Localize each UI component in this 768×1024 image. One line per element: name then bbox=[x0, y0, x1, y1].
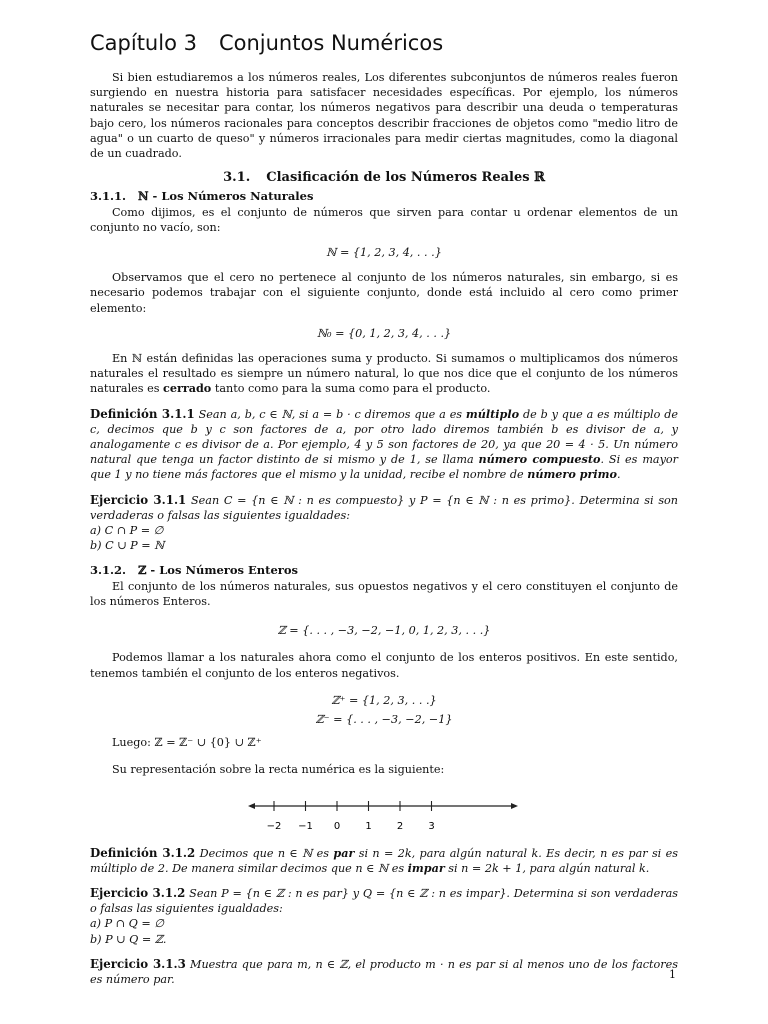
exercise-item-b: b) P ∪ Q = ℤ. bbox=[90, 932, 167, 946]
chapter-label: Capítulo 3 bbox=[90, 31, 197, 55]
equation-enteros-negativos: ℤ⁻ = {. . . , −3, −2, −1} bbox=[315, 712, 453, 726]
chapter-title: Conjuntos Numéricos bbox=[218, 31, 444, 55]
definition-text-2: si n = 2k, para algún natural k. Es decir, n es par si es múltiplo de 2. De manera similar decimos que n ∈ ℕ es bbox=[90, 846, 678, 875]
page-number: 1 bbox=[669, 968, 676, 981]
term-multiplo: múltiplo bbox=[465, 406, 520, 421]
definition-3-1-1 bbox=[90, 407, 678, 483]
number-line-tick-label: −2 bbox=[266, 820, 282, 832]
document-page bbox=[90, 30, 678, 987]
term-numero-compuesto: número compuesto bbox=[478, 452, 601, 467]
subsection-title: ℤ - Los Números Enteros bbox=[138, 563, 298, 578]
section-title: Clasificación de los Números Reales ℝ bbox=[266, 170, 545, 186]
arrow-left-icon bbox=[248, 803, 255, 809]
equation-naturales-cero: ℕ₀ = {0, 1, 2, 3, 4, . . .} bbox=[316, 326, 452, 340]
definition-text-1: Decimos que n ∈ ℕ es bbox=[195, 846, 334, 860]
subsection-number: 3.1.1. bbox=[90, 189, 127, 204]
equation-enteros-positivos: ℤ⁺ = {1, 2, 3, . . .} bbox=[331, 693, 437, 707]
equation-naturales: ℕ = {1, 2, 3, 4, . . .} bbox=[326, 246, 442, 260]
number-line-figure bbox=[90, 790, 678, 840]
definition-label: Definición 3.1.2 bbox=[90, 845, 196, 860]
term-numero-primo: número primo bbox=[527, 467, 617, 482]
term-impar: impar bbox=[407, 860, 445, 875]
intro-paragraph: Si bien estudiaremos a los números reales, Los diferentes subconjuntos de números reales fueron surgiendo en nuestra historia para satisfacer necesidades específicas. Por ejemplo, los números naturales se necesitar para contar, los números negativos para describir una deuda o temperaturas bajo cero, los números racionales para conceptos describir fracciones de objetos como "medio litro de agua" o un cuarto de queso" y números irracionales para medir ciertas magnitudes, como la diagonal de un cuadrado. bbox=[90, 71, 678, 161]
cerrado-term: cerrado bbox=[163, 381, 212, 396]
exercise-item-a: a) P ∩ Q = ∅ bbox=[90, 917, 165, 931]
definition-text-4: . bbox=[616, 468, 621, 482]
exercise-text: Sean P = {n ∈ ℤ : n es par} y Q = {n ∈ ℤ : n es impar}. Determina si son verdaderas o falsas las siguientes igualdades: bbox=[90, 886, 678, 916]
exercise-3-1-2 bbox=[90, 886, 678, 916]
paragraph-cero: Observamos que el cero no pertenece al conjunto de los números naturales, sin embargo, si es necesario podemos trabajar con el siguiente conjunto, donde está incluido al cero como primer elemento: bbox=[90, 271, 678, 315]
arrow-right-icon bbox=[511, 803, 518, 809]
term-par: par bbox=[333, 845, 355, 860]
subsection-heading-enteros bbox=[90, 563, 678, 578]
exercise-item-b: b) C ∪ P = ℕ bbox=[90, 539, 165, 553]
number-line-tick-label: 3 bbox=[428, 820, 435, 832]
paragraph-recta: Su representación sobre la recta numérica es la siguiente: bbox=[112, 763, 445, 777]
paragraph-operaciones bbox=[90, 351, 678, 397]
section-heading bbox=[90, 170, 678, 185]
paragraph-naturales: Como dijimos, es el conjunto de números que sirven para contar u ordenar elementos de un conjunto no vacío, son: bbox=[90, 205, 678, 234]
number-line-tick-label: 1 bbox=[365, 820, 372, 832]
luego-line: Luego: ℤ = ℤ⁻ ∪ {0} ∪ ℤ⁺ bbox=[112, 736, 262, 750]
definition-text-2: de b y que a es múltiplo de c, decimos que b y c son factores de a, por otro lado diremos también b es divisor de a, y analogamente c es divisor de a. Por ejemplo, 4 y 5 son factores de 20, ya que 20 = 4 · 5. Un número natural que tenga un factor distinto de si mismo y de 1, se llama bbox=[90, 407, 678, 467]
definition-text-3: si n = 2k + 1, para algún natural k. bbox=[444, 861, 650, 875]
paragraph-enteros: El conjunto de los números naturales, sus opuestos negativos y el cero constituyen el conjunto de los números Enteros. bbox=[90, 579, 678, 608]
exercise-text: Muestra que para m, n ∈ ℤ, el producto m · n es par si al menos uno de los factores es número par. bbox=[90, 957, 679, 986]
exercise-label: Ejercicio 3.1.3 bbox=[90, 956, 186, 971]
number-line bbox=[90, 790, 678, 840]
number-line-tick-label: 2 bbox=[396, 820, 404, 832]
exercise-3-1-3 bbox=[90, 957, 678, 987]
exercise-label: Ejercicio 3.1.1 bbox=[90, 492, 187, 507]
definition-label: Definición 3.1.1 bbox=[90, 406, 195, 421]
section-number: 3.1. bbox=[223, 170, 251, 186]
subsection-title: ℕ - Los Números Naturales bbox=[138, 189, 314, 204]
definition-text-3: . Si es mayor que 1 y no tiene más factores que el mismo y la unidad, recibe el nombre de bbox=[90, 453, 678, 482]
subsection-heading-naturales bbox=[90, 189, 678, 204]
exercise-label: Ejercicio 3.1.2 bbox=[90, 885, 186, 900]
chapter-heading bbox=[90, 30, 678, 56]
exercise-text: Sean C = {n ∈ ℕ : n es compuesto} y P = {n ∈ ℕ : n es primo}. Determina si son verdaderas o falsas las siguientes igualdades: bbox=[90, 493, 679, 522]
definition-text-1: Sean a, b, c ∈ ℕ, si a = b · c diremos que a es bbox=[194, 407, 466, 421]
exercise-3-1-1 bbox=[90, 493, 678, 523]
number-line-tick-label: −1 bbox=[298, 820, 313, 832]
exercise-item-a: a) C ∩ P = ∅ bbox=[90, 524, 164, 538]
subsection-number: 3.1.2. bbox=[90, 563, 127, 578]
paragraph-positivos: Podemos llamar a los naturales ahora como el conjunto de los enteros positivos. En este sentido, tenemos también el conjunto de los enteros negativos. bbox=[90, 651, 678, 680]
equation-enteros: ℤ = {. . . , −3, −2, −1, 0, 1, 2, 3, . . .} bbox=[277, 624, 491, 638]
number-line-tick-label: 0 bbox=[333, 820, 341, 832]
operaciones-text-a: En ℕ están definidas las operaciones suma y producto. Si sumamos o multiplicamos dos números naturales el resultado es siempre un número natural, lo que nos dice que el conjunto de los números naturales es bbox=[90, 352, 678, 396]
operaciones-text-b: tanto como para la suma como para el producto. bbox=[211, 382, 491, 396]
definition-3-1-2 bbox=[90, 846, 678, 876]
